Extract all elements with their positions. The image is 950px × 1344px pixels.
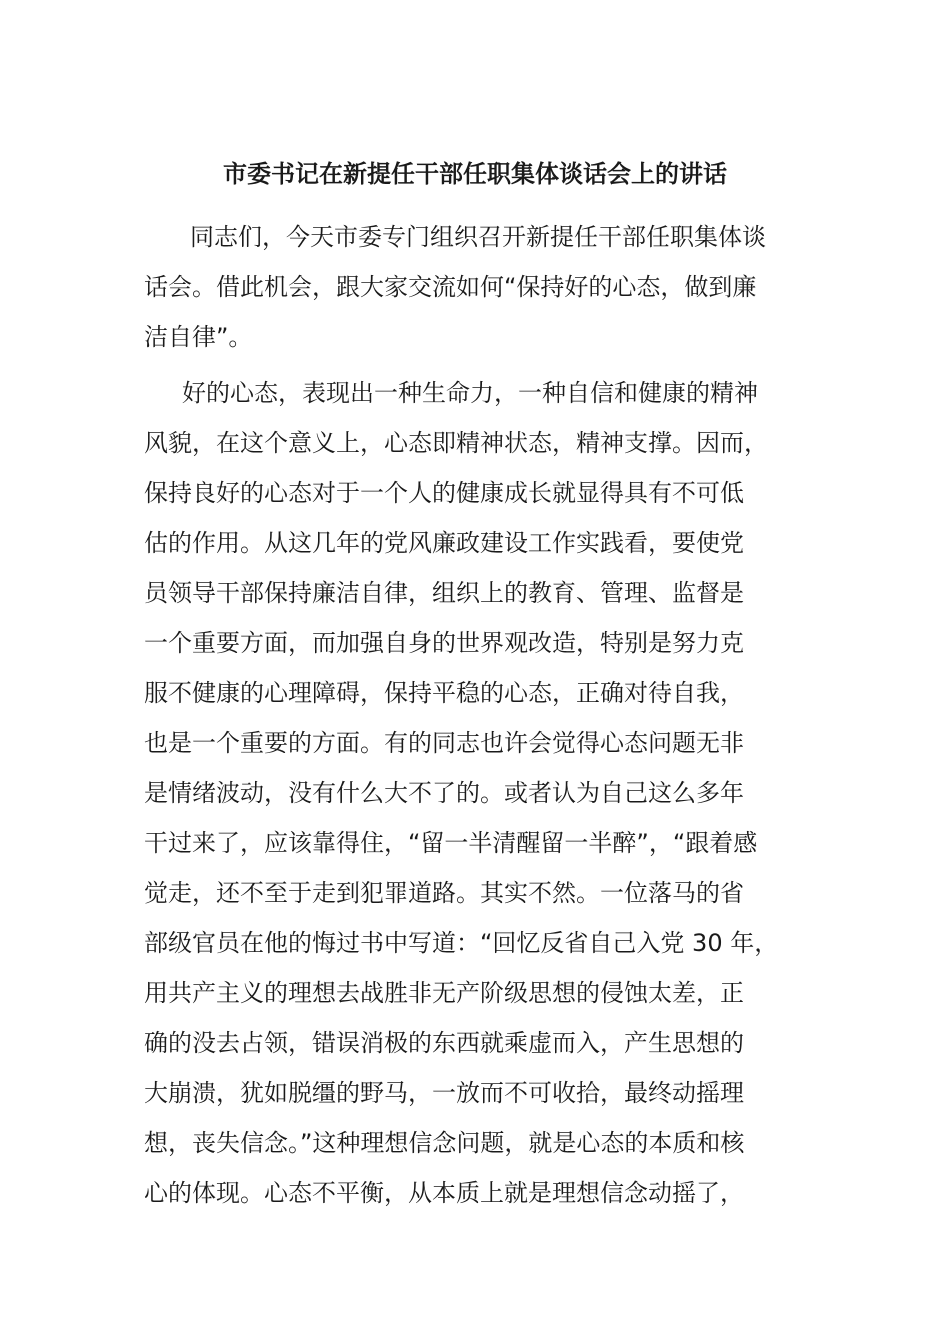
paragraph-line: 一个重要方面，而加强自身的世界观改造，特别是努力克	[144, 629, 744, 657]
paragraph-line: 想，丧失信念。”这种理想信念问题，就是心态的本质和核	[144, 1129, 745, 1157]
paragraph-line: 风貌，在这个意义上，心态即精神状态，精神支撑。因而，	[144, 429, 768, 457]
paragraph-line: 觉走，还不至于走到犯罪道路。其实不然。一位落马的省	[144, 879, 744, 907]
paragraph-line: 大崩溃，犹如脱缰的野马，一放而不可收拾，最终动摇理	[144, 1079, 744, 1107]
paragraph-line: 估的作用。从这几年的党风廉政建设工作实践看，要使党	[144, 529, 744, 557]
paragraph-line: 也是一个重要的方面。有的同志也许会觉得心态问题无非	[144, 729, 744, 757]
paragraph-line: 是情绪波动，没有什么大不了的。或者认为自己这么多年	[144, 779, 744, 807]
paragraph-line: 用共产主义的理想去战胜非无产阶级思想的侵蚀太差，正	[144, 979, 744, 1007]
paragraph-line: 同志们，今天市委专门组织召开新提任干部任职集体谈	[190, 223, 766, 251]
paragraph-line: 话会。借此机会，跟大家交流如何“保持好的心态，做到廉	[144, 273, 757, 301]
paragraph-line: 服不健康的心理障碍，保持平稳的心态，正确对待自我，	[144, 679, 744, 707]
paragraph-line: 干过来了，应该靠得住，“留一半清醒留一半醉”，“跟着感	[144, 829, 758, 857]
paragraph-line: 保持良好的心态对于一个人的健康成长就显得具有不可低	[144, 479, 744, 507]
paragraph-line: 洁自律”。	[144, 323, 253, 351]
paragraph-line: 心的体现。心态不平衡，从本质上就是理想信念动摇了，	[144, 1179, 744, 1207]
document-title: 市委书记在新提任干部任职集体谈话会上的讲话	[223, 160, 727, 188]
paragraph-line: 部级官员在他的悔过书中写道：“回忆反省自己入党 30 年，	[144, 929, 779, 957]
paragraph-line: 确的没去占领，错误消极的东西就乘虚而入，产生思想的	[144, 1029, 744, 1057]
paragraph-line: 好的心态，表现出一种生命力，一种自信和健康的精神	[182, 379, 758, 407]
paragraph-line: 员领导干部保持廉洁自律，组织上的教育、管理、监督是	[144, 579, 744, 607]
paragraph-1	[144, 212, 806, 362]
paragraph-2	[144, 368, 806, 1218]
